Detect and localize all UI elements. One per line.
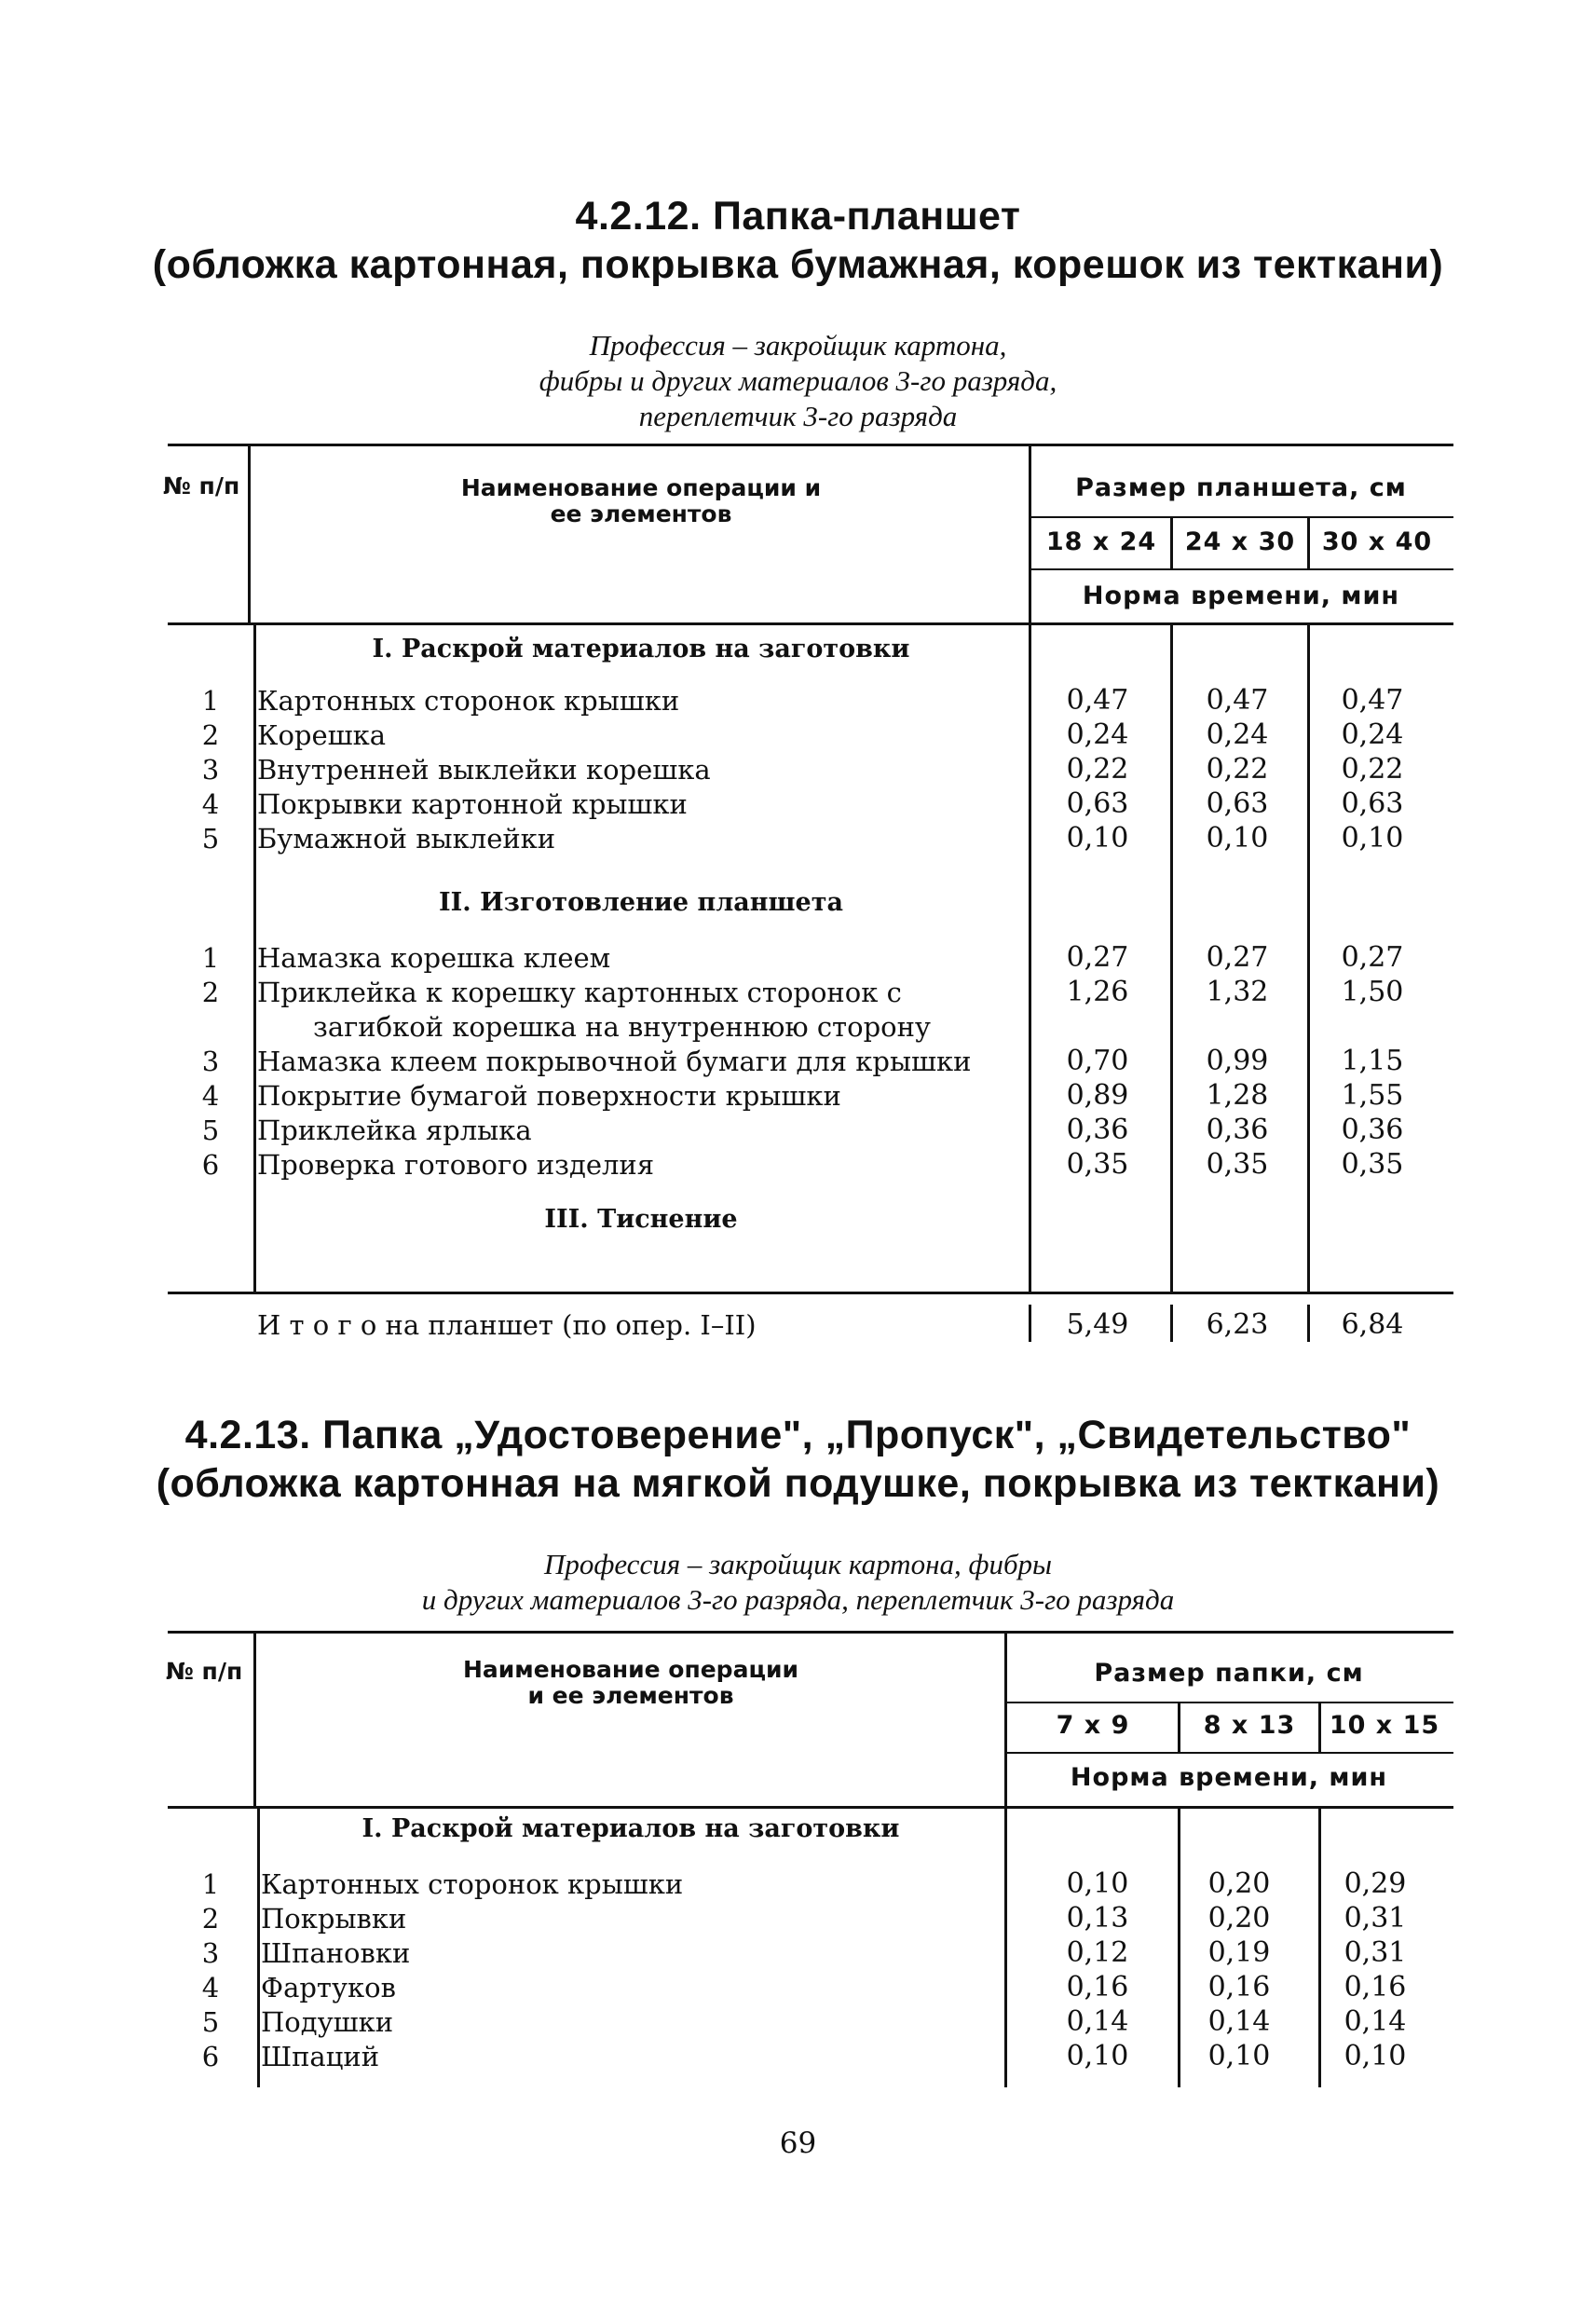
- table-2-size-10x15: 10 x 15: [1329, 1711, 1440, 1740]
- total-value: 6,23: [1206, 1308, 1269, 1341]
- norm-value: 0,10: [1066, 1867, 1129, 1900]
- norm-value: 0,36: [1206, 1114, 1269, 1146]
- total-value: 5,49: [1066, 1308, 1129, 1341]
- row-number: 5: [201, 823, 220, 855]
- row-number: 3: [201, 754, 220, 786]
- norm-value: 0,47: [1341, 684, 1404, 717]
- operation-name: Покрытие бумагой поверхности крышки: [257, 1080, 841, 1112]
- table-row: [0, 822, 1596, 855]
- norm-value: 0,99: [1206, 1045, 1269, 1077]
- table-1-num-header: № п/п: [162, 472, 240, 499]
- total-label: И т о г о на планшет (по опер. I–II): [257, 1309, 757, 1341]
- norm-value: 0,14: [1066, 2005, 1129, 2038]
- table-row: [0, 1148, 1596, 1182]
- table-row: [0, 1079, 1596, 1113]
- table-1-group-3-title: III. Тиснение: [544, 1205, 738, 1234]
- norm-value: 0,47: [1066, 684, 1129, 717]
- norm-value: 0,20: [1207, 1902, 1271, 1935]
- table-2-norm-header: Норма времени, мин: [1070, 1763, 1388, 1792]
- operation-name: Приклейка ярлыка: [257, 1114, 532, 1146]
- section-2-title: 4.2.13. Папка „Удостоверение", „Пропуск", „Свидетельство": [184, 1413, 1412, 1457]
- operation-name: Подушки: [261, 2006, 394, 2038]
- norm-value: 0,24: [1341, 718, 1404, 751]
- operation-name: Проверка готового изделия: [257, 1149, 655, 1181]
- norm-value: 0,16: [1344, 1971, 1407, 2003]
- norm-value: 1,50: [1341, 976, 1404, 1008]
- norm-value: 0,14: [1207, 2005, 1271, 2038]
- table-row: [0, 976, 1596, 1009]
- table-1-size-30x40: 30 x 40: [1321, 527, 1433, 556]
- operation-name: Картонных сторонок крышки: [261, 1868, 684, 1900]
- operation-name: Шпаций: [261, 2041, 380, 2072]
- table-2-norm-rule: [1004, 1752, 1453, 1754]
- table-2-top-rule: [168, 1631, 1453, 1634]
- norm-value: 0,63: [1206, 787, 1269, 820]
- row-number: 4: [201, 1080, 220, 1112]
- norm-value: 0,10: [1344, 2040, 1407, 2072]
- norm-value: 0,10: [1066, 822, 1129, 855]
- row-number: 1: [201, 1868, 220, 1900]
- norm-value: 0,24: [1206, 718, 1269, 751]
- table-row: [0, 787, 1596, 821]
- norm-value: 0,14: [1344, 2005, 1407, 2038]
- table-2-name-header-line-1: Наименование операции: [462, 1656, 799, 1683]
- table-row: [0, 1902, 1596, 1935]
- table-2-header-bottom-rule: [168, 1806, 1453, 1809]
- operation-name: Фартуков: [261, 1972, 396, 2003]
- table-2-size-7x9: 7 x 9: [1056, 1711, 1130, 1740]
- table-row: [0, 1867, 1596, 1901]
- table-row: [0, 718, 1596, 752]
- norm-value: 0,27: [1341, 941, 1404, 974]
- row-number: 1: [201, 685, 220, 717]
- norm-value: 0,24: [1066, 718, 1129, 751]
- norm-value: 0,19: [1207, 1936, 1271, 1969]
- norm-value: 1,26: [1066, 976, 1129, 1008]
- row-number: 1: [201, 942, 220, 974]
- norm-value: 0,35: [1206, 1148, 1269, 1181]
- norm-value: 0,16: [1066, 1971, 1129, 2003]
- table-1-size-rule: [1029, 516, 1453, 518]
- section-2-profession-line-2: и других материалов 3-го разряда, переплетчик 3-го разряда: [421, 1583, 1175, 1616]
- table-1-norm-rule: [1029, 568, 1453, 570]
- norm-value: 0,31: [1344, 1936, 1407, 1969]
- operation-name: Намазка корешка клеем: [257, 942, 611, 974]
- row-number: 2: [201, 719, 220, 751]
- operation-name: Покрывки картонной крышки: [257, 788, 688, 820]
- table-2-name-header-line-2: и ее элементов: [527, 1682, 734, 1709]
- row-number: 5: [201, 1114, 220, 1146]
- section-1-profession-line-1: Профессия – закройщик картона,: [589, 329, 1007, 362]
- table-row: [0, 941, 1596, 975]
- norm-value: 1,28: [1206, 1079, 1269, 1112]
- norm-value: 0,22: [1206, 753, 1269, 786]
- table-1-group-2-title: II. Изготовление планшета: [439, 888, 843, 917]
- table-1-top-rule: [168, 444, 1453, 446]
- table-row: [0, 753, 1596, 786]
- table-row: [0, 1114, 1596, 1147]
- section-1-subtitle: (обложка картонная, покрывка бумажная, корешок из текткани): [152, 242, 1444, 287]
- table-row: [0, 1045, 1596, 1078]
- norm-value: 0,20: [1207, 1867, 1271, 1900]
- table-1-name-header-line-2: ее элементов: [550, 500, 732, 527]
- table-1-total-rule: [168, 1292, 1453, 1294]
- row-number: 3: [201, 1937, 220, 1969]
- norm-value: 0,10: [1066, 2040, 1129, 2072]
- table-row: [0, 2005, 1596, 2039]
- norm-value: 0,36: [1066, 1114, 1129, 1146]
- total-value: 6,84: [1341, 1308, 1404, 1341]
- table-1-size-18x24: 18 x 24: [1045, 527, 1157, 556]
- norm-value: 0,16: [1207, 1971, 1271, 2003]
- row-number: 2: [201, 1903, 220, 1935]
- table-1-size-header: Размер планшета, см: [1075, 473, 1407, 502]
- table-1-group-1-title: I. Раскрой материалов на заготовки: [372, 635, 910, 663]
- norm-value: 0,35: [1341, 1148, 1404, 1181]
- norm-value: 0,36: [1341, 1114, 1404, 1146]
- row-number: 6: [201, 1149, 220, 1181]
- row-number: 4: [201, 1972, 220, 2003]
- norm-value: 0,10: [1206, 822, 1269, 855]
- table-2-group-1-title: I. Раскрой материалов на заготовки: [361, 1814, 900, 1843]
- operation-name: Картонных сторонок крышки: [257, 685, 680, 717]
- table-1-norm-header: Норма времени, мин: [1082, 581, 1400, 610]
- table-1-num-divider: [248, 444, 251, 624]
- operation-name: Внутренней выклейки корешка: [257, 754, 711, 786]
- table-2-size-header: Размер папки, см: [1094, 1659, 1364, 1688]
- section-1-profession-line-2: фибры и других материалов 3-го разряда,: [539, 364, 1057, 397]
- norm-value: 0,47: [1206, 684, 1269, 717]
- section-1-title: 4.2.12. Папка-планшет: [575, 194, 1021, 239]
- norm-value: 1,15: [1341, 1045, 1404, 1077]
- norm-value: 0,27: [1066, 941, 1129, 974]
- norm-value: 0,31: [1344, 1902, 1407, 1935]
- norm-value: 0,22: [1066, 753, 1129, 786]
- section-1-profession-line-3: переплетчик 3-го разряда: [638, 400, 958, 432]
- norm-value: 0,10: [1207, 2040, 1271, 2072]
- table-1-total-row: [0, 1308, 1596, 1342]
- norm-value: 0,35: [1066, 1148, 1129, 1181]
- norm-value: 0,13: [1066, 1902, 1129, 1935]
- operation-name: Покрывки: [261, 1903, 407, 1935]
- norm-value: 0,63: [1066, 787, 1129, 820]
- operation-name: Приклейка к корешку картонных сторонок с: [257, 977, 902, 1008]
- norm-value: 0,63: [1341, 787, 1404, 820]
- norm-value: 0,12: [1066, 1936, 1129, 1969]
- norm-value: 1,32: [1206, 976, 1269, 1008]
- row-number: 4: [201, 788, 220, 820]
- section-2-profession-line-1: Профессия – закройщик картона, фибры: [543, 1548, 1053, 1580]
- page-number: 69: [779, 2126, 817, 2160]
- table-row: [0, 1971, 1596, 2004]
- operation-name: Намазка клеем покрывочной бумаги для крышки: [257, 1046, 972, 1077]
- table-1-name-header-line-1: Наименование операции и: [460, 474, 822, 501]
- table-row: [0, 684, 1596, 718]
- row-number: 5: [201, 2006, 220, 2038]
- norm-value: 0,70: [1066, 1045, 1129, 1077]
- norm-value: 0,89: [1066, 1079, 1129, 1112]
- table-2-num-header: № п/п: [165, 1658, 243, 1685]
- norm-value: 0,10: [1341, 822, 1404, 855]
- norm-value: 0,29: [1344, 1867, 1407, 1900]
- table-1-size-24x30: 24 x 30: [1184, 527, 1296, 556]
- row-number: 6: [201, 2041, 220, 2072]
- table-row: [0, 1936, 1596, 1970]
- table-2-size-8x13: 8 x 13: [1203, 1711, 1296, 1740]
- table-2-size-rule: [1004, 1702, 1453, 1703]
- operation-name: Корешка: [257, 719, 387, 751]
- norm-value: 1,55: [1341, 1079, 1404, 1112]
- table-row: [0, 2040, 1596, 2073]
- operation-name: Шпановки: [261, 1937, 411, 1969]
- table-1-header-bottom-rule: [168, 622, 1453, 625]
- operation-name: Бумажной выклейки: [257, 823, 556, 855]
- norm-value: 0,22: [1341, 753, 1404, 786]
- table-row-continuation: [0, 1010, 1596, 1044]
- section-2-subtitle: (обложка картонная на мягкой подушке, покрывка из текткани): [156, 1461, 1440, 1506]
- row-number: 2: [201, 977, 220, 1008]
- operation-name-continuation: загибкой корешка на внутреннюю сторону: [313, 1011, 931, 1043]
- table-2-num-divider: [253, 1631, 256, 1808]
- norm-value: 0,27: [1206, 941, 1269, 974]
- row-number: 3: [201, 1046, 220, 1077]
